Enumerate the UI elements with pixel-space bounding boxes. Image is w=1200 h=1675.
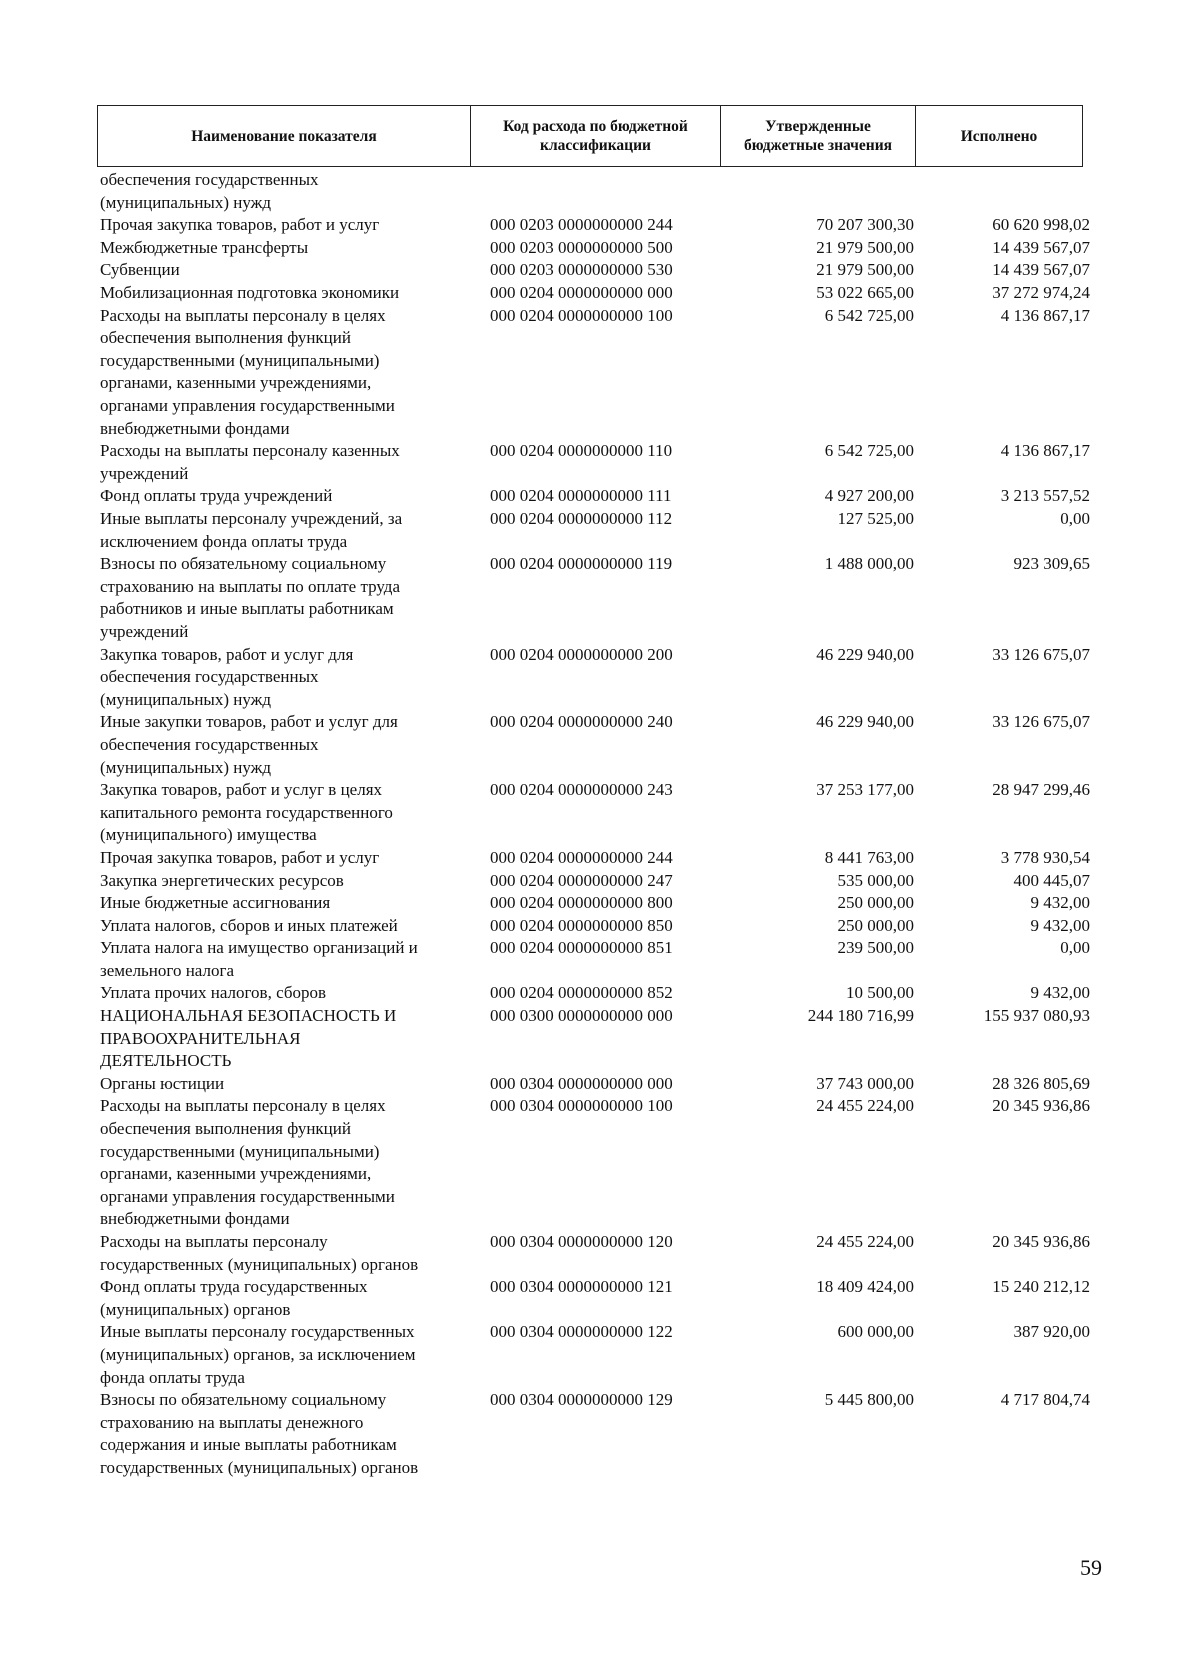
row-approved: 5 445 800,00 — [824, 1390, 914, 1410]
row-code: 000 0300 0000000000 000 — [490, 1006, 673, 1026]
row-executed: 4 136 867,17 — [1000, 305, 1090, 325]
row-code: 000 0204 0000000000 851 — [490, 938, 673, 958]
table-row — [0, 1321, 1200, 1389]
row-code: 000 0204 0000000000 243 — [490, 780, 673, 800]
row-approved: 6 542 725,00 — [824, 305, 914, 325]
row-code: 000 0204 0000000000 111 — [490, 486, 672, 506]
row-name: Органы юстиции — [100, 1073, 225, 1093]
table-header — [97, 105, 1083, 167]
row-code: 000 0304 0000000000 122 — [490, 1322, 673, 1342]
row-executed: 9 432,00 — [1030, 983, 1090, 1003]
table-row — [0, 1231, 1200, 1276]
row-approved: 6 542 725,00 — [824, 441, 914, 461]
row-approved: 24 455 224,00 — [816, 1232, 914, 1252]
row-code: 000 0204 0000000000 100 — [490, 305, 673, 325]
row-code: 000 0203 0000000000 530 — [490, 260, 673, 280]
row-name: Расходы на выплаты персоналу в целях обеспечения выполнения функций государственными (муниципальными) органами, казенными учреждениями, органами управления государственными внебюджетными фондами — [100, 305, 395, 438]
row-approved: 53 022 665,00 — [816, 282, 914, 302]
row-approved: 37 743 000,00 — [816, 1073, 914, 1093]
table-row — [0, 305, 1200, 441]
row-name: Уплата налога на имущество организаций и земельного налога — [100, 938, 418, 980]
row-executed: 14 439 567,07 — [992, 237, 1090, 257]
row-code: 000 0204 0000000000 112 — [490, 508, 673, 528]
row-executed: 33 126 675,07 — [992, 712, 1090, 732]
header-executed: Исполнено — [960, 127, 1038, 145]
row-executed: 3 213 557,52 — [1000, 486, 1090, 506]
table-row — [0, 440, 1200, 485]
table-row — [0, 937, 1200, 982]
row-executed: 923 309,65 — [1013, 554, 1090, 574]
row-executed: 400 445,07 — [1013, 870, 1090, 890]
row-name: Взносы по обязательному социальному страхованию на выплаты по оплате труда работников и иные выплаты работникам учреждений — [100, 554, 400, 641]
table-row — [0, 847, 1200, 870]
header-name: Наименование показателя — [98, 106, 471, 166]
row-name: Закупка товаров, работ и услуг для обеспечения государственных (муниципальных) нужд — [100, 644, 354, 709]
row-code: 000 0204 0000000000 244 — [490, 847, 673, 867]
row-name: Фонд оплаты труда учреждений — [100, 486, 333, 506]
row-code: 000 0304 0000000000 000 — [490, 1073, 673, 1093]
row-executed: 0,00 — [1060, 938, 1090, 958]
row-approved: 21 979 500,00 — [816, 237, 914, 257]
row-approved: 70 207 300,30 — [816, 215, 914, 235]
row-code: 000 0204 0000000000 200 — [490, 644, 673, 664]
row-approved: 46 229 940,00 — [816, 644, 914, 664]
row-executed: 4 717 804,74 — [1000, 1390, 1090, 1410]
row-name: Иные выплаты персоналу учреждений, за исключением фонда оплаты труда — [100, 508, 403, 551]
row-approved: 18 409 424,00 — [816, 1277, 914, 1297]
row-approved: 10 500,00 — [846, 983, 914, 1003]
row-approved: 1 488 000,00 — [824, 554, 914, 574]
table-row — [0, 1073, 1200, 1096]
row-code: 000 0204 0000000000 800 — [490, 893, 673, 913]
table-row — [0, 779, 1200, 847]
row-approved: 239 500,00 — [837, 938, 914, 958]
table-row — [0, 553, 1200, 643]
row-code: 000 0204 0000000000 119 — [490, 554, 673, 574]
row-name: Иные бюджетные ассигнования — [100, 893, 331, 913]
row-code: 000 0204 0000000000 240 — [490, 712, 673, 732]
row-name: Взносы по обязательному социальному страхованию на выплаты денежного содержания и иные выплаты работникам государственных (муниципальных) органов — [100, 1390, 419, 1477]
row-executed: 9 432,00 — [1030, 915, 1090, 935]
table-row — [0, 982, 1200, 1005]
table-body — [0, 169, 1200, 1480]
row-approved: 250 000,00 — [837, 893, 914, 913]
table-row — [0, 711, 1200, 779]
row-executed: 9 432,00 — [1030, 893, 1090, 913]
table-row — [0, 892, 1200, 915]
table-row — [0, 1005, 1200, 1073]
page-number: 59 — [1080, 1555, 1102, 1580]
table-row — [0, 169, 1200, 214]
table-row — [0, 870, 1200, 893]
table-row — [0, 1389, 1200, 1479]
table-row — [0, 485, 1200, 508]
row-executed: 387 920,00 — [1013, 1322, 1090, 1342]
row-executed: 28 947 299,46 — [992, 780, 1090, 800]
row-code: 000 0304 0000000000 100 — [490, 1096, 673, 1116]
row-name: Уплата налогов, сборов и иных платежей — [100, 915, 398, 935]
row-executed: 0,00 — [1060, 508, 1090, 528]
row-executed: 37 272 974,24 — [992, 282, 1090, 302]
row-approved: 46 229 940,00 — [816, 712, 914, 732]
row-code: 000 0304 0000000000 120 — [490, 1232, 673, 1252]
row-code: 000 0204 0000000000 000 — [490, 282, 673, 302]
table-row — [0, 1095, 1200, 1231]
row-executed: 15 240 212,12 — [992, 1277, 1090, 1297]
row-approved: 535 000,00 — [837, 870, 914, 890]
row-name: Субвенции — [100, 260, 180, 280]
row-approved: 244 180 716,99 — [807, 1006, 914, 1026]
row-code: 000 0204 0000000000 850 — [490, 915, 673, 935]
row-name: Прочая закупка товаров, работ и услуг — [100, 847, 380, 867]
row-approved: 4 927 200,00 — [824, 486, 914, 506]
row-code: 000 0204 0000000000 852 — [490, 983, 673, 1003]
row-executed: 3 778 930,54 — [1000, 847, 1090, 867]
row-executed: 20 345 936,86 — [992, 1232, 1090, 1252]
table-row — [0, 1276, 1200, 1321]
row-name: Расходы на выплаты персоналу государственных (муниципальных) органов — [100, 1232, 419, 1274]
row-name: Уплата прочих налогов, сборов — [100, 983, 326, 1003]
table-row — [0, 259, 1200, 282]
row-code: 000 0203 0000000000 500 — [490, 237, 673, 257]
row-approved: 24 455 224,00 — [816, 1096, 914, 1116]
row-approved: 127 525,00 — [837, 508, 914, 528]
row-name: Межбюджетные трансферты — [100, 237, 309, 257]
row-name: Расходы на выплаты персоналу в целях обеспечения выполнения функций государственными (муниципальными) органами, казенными учреждениями, органами управления государственными внебюджетными фондами — [100, 1096, 395, 1229]
row-approved: 37 253 177,00 — [816, 780, 914, 800]
row-name: НАЦИОНАЛЬНАЯ БЕЗОПАСНОСТЬ И ПРАВООХРАНИТЕЛЬНАЯ ДЕЯТЕЛЬНОСТЬ — [100, 1006, 397, 1071]
row-executed: 155 937 080,93 — [983, 1006, 1090, 1026]
table-row — [0, 237, 1200, 260]
row-code: 000 0304 0000000000 121 — [490, 1277, 673, 1297]
header-approved: Утвержденные бюджетные значения — [721, 106, 916, 166]
row-code: 000 0203 0000000000 244 — [490, 215, 673, 235]
row-executed: 4 136 867,17 — [1000, 441, 1090, 461]
row-approved: 600 000,00 — [837, 1322, 914, 1342]
row-name: обеспечения государственных (муниципальных) нужд — [100, 170, 319, 212]
table-row — [0, 644, 1200, 712]
row-approved: 8 441 763,00 — [824, 847, 914, 867]
row-name: Мобилизационная подготовка экономики — [100, 282, 400, 302]
row-executed: 20 345 936,86 — [992, 1096, 1090, 1116]
row-name: Расходы на выплаты персоналу казенных учреждений — [100, 441, 400, 483]
row-executed: 60 620 998,02 — [992, 215, 1090, 235]
row-executed: 14 439 567,07 — [992, 260, 1090, 280]
row-approved: 250 000,00 — [837, 915, 914, 935]
row-name: Закупка энергетических ресурсов — [100, 870, 344, 890]
row-code: 000 0204 0000000000 110 — [490, 441, 673, 461]
table-row — [0, 508, 1200, 553]
row-name: Закупка товаров, работ и услуг в целях капитального ремонта государственного (муниципального) имущества — [100, 780, 393, 845]
row-name: Иные выплаты персоналу государственных (муниципальных) органов, за исключением фонда оплаты труда — [100, 1322, 416, 1387]
row-name: Фонд оплаты труда государственных (муниципальных) органов — [100, 1277, 368, 1319]
row-code: 000 0304 0000000000 129 — [490, 1390, 673, 1410]
table-row — [0, 915, 1200, 938]
row-approved: 21 979 500,00 — [816, 260, 914, 280]
header-code: Код расхода по бюджетной классификации — [471, 106, 721, 166]
row-name: Прочая закупка товаров, работ и услуг — [100, 215, 380, 235]
row-name: Иные закупки товаров, работ и услуг для обеспечения государственных (муниципальных) нужд — [100, 712, 398, 777]
row-executed: 33 126 675,07 — [992, 644, 1090, 664]
table-row — [0, 282, 1200, 305]
row-executed: 28 326 805,69 — [992, 1073, 1090, 1093]
table-row — [0, 214, 1200, 237]
row-code: 000 0204 0000000000 247 — [490, 870, 673, 890]
